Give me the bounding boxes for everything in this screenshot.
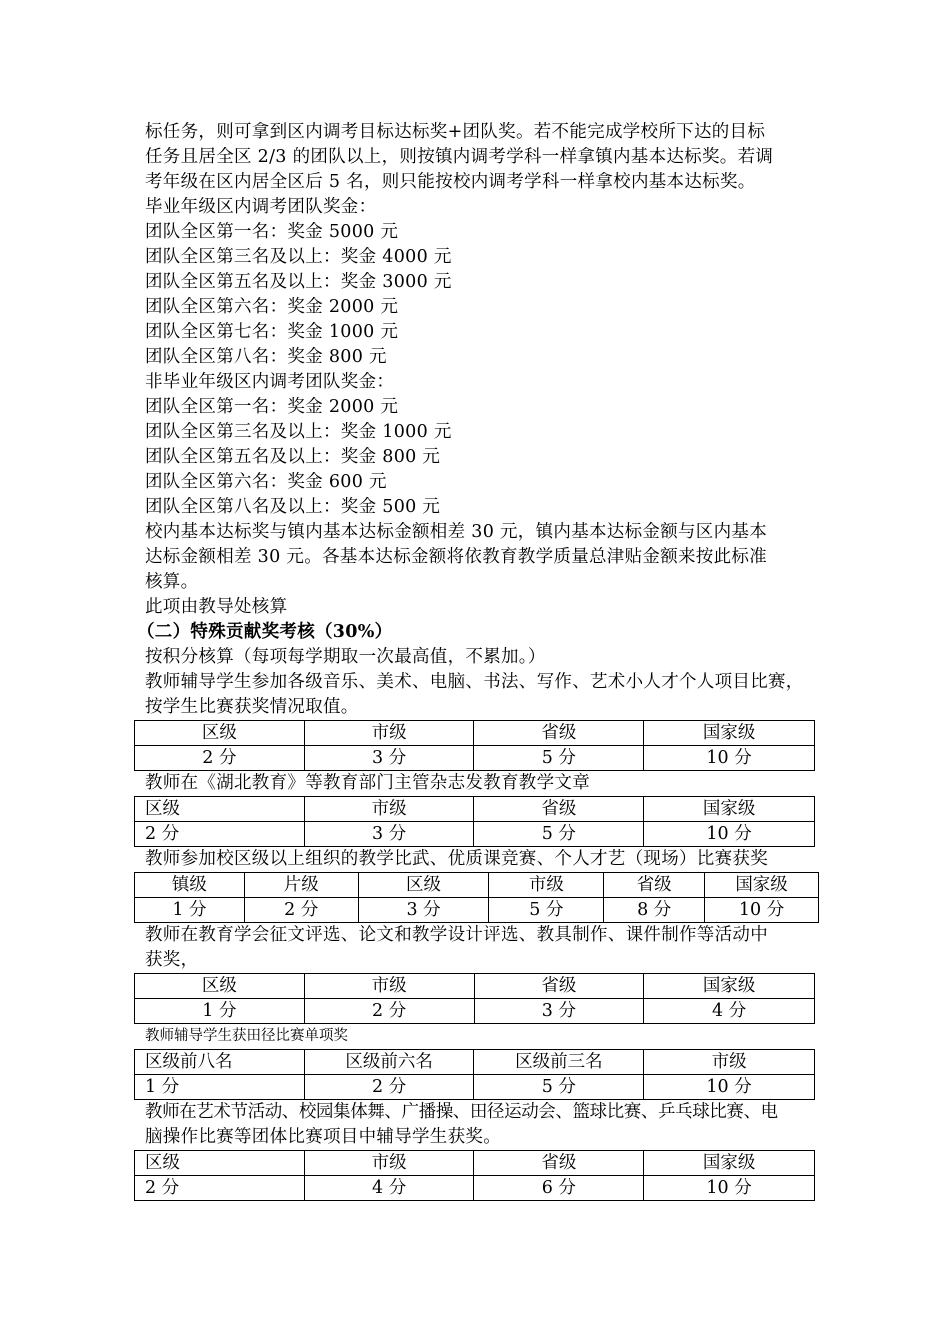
text-line: 按学生比赛获奖情况取值。 xyxy=(145,697,359,717)
block6-description xyxy=(145,1100,815,1150)
block3-table xyxy=(134,872,819,923)
table-header-cell: 区级 xyxy=(358,873,489,898)
block5-table xyxy=(134,1049,815,1100)
block1-description xyxy=(145,670,815,720)
table-cell: 4 分 xyxy=(304,1176,474,1201)
table-cell: 10 分 xyxy=(644,1176,815,1201)
table-header-row xyxy=(135,1050,815,1075)
table-header-row xyxy=(135,797,815,822)
table-header-cell: 国家级 xyxy=(644,797,815,822)
text-line: 任务且居全区 2/3 的团队以上，则按镇内调考学科一样拿镇内基本达标奖。若调 xyxy=(145,147,774,167)
table-header-row xyxy=(135,1151,815,1176)
table-cell: 3 分 xyxy=(358,898,489,923)
table-header-cell: 国家级 xyxy=(644,1151,815,1176)
graduating-heading: 毕业年级区内调考团队奖金： xyxy=(145,197,377,217)
table-cell: 2 分 xyxy=(135,746,305,771)
table-cell: 2 分 xyxy=(135,1176,305,1201)
table-header-cell: 市级 xyxy=(304,797,474,822)
table-cell: 3 分 xyxy=(304,822,474,847)
non-graduating-item: 团队全区第五名及以上：奖金 800 元 xyxy=(145,447,441,467)
table-header-cell: 省级 xyxy=(474,974,644,999)
table-header-cell: 区级前八名 xyxy=(135,1050,305,1075)
graduating-item: 团队全区第一名：奖金 5000 元 xyxy=(145,222,399,242)
table-header-cell: 省级 xyxy=(474,797,644,822)
table-cell: 10 分 xyxy=(705,898,819,923)
table-cell: 5 分 xyxy=(474,1075,644,1100)
document-page xyxy=(137,120,815,1201)
graduating-item: 团队全区第八名：奖金 800 元 xyxy=(145,347,387,367)
block4-description xyxy=(145,923,815,973)
non-graduating-item: 团队全区第一名：奖金 2000 元 xyxy=(145,397,399,417)
text-line: 考年级在区内居全区后 5 名，则只能按校内调考学科一样拿校内基本达标奖。 xyxy=(145,172,756,192)
graduating-item: 团队全区第七名：奖金 1000 元 xyxy=(145,322,399,342)
scoring-note: 按积分核算（每项每学期取一次最高值，不累加。） xyxy=(145,647,546,667)
text-line: 达标金额相差 30 元。各基本达标金额将依教育教学质量总津贴金额来按此标准 xyxy=(145,547,767,567)
table-cell: 10 分 xyxy=(644,1075,815,1100)
table-header-cell: 市级 xyxy=(304,974,474,999)
table-header-cell: 省级 xyxy=(474,721,644,746)
table-cell: 1 分 xyxy=(135,999,305,1024)
table-header-row xyxy=(135,721,815,746)
non-graduating-item: 团队全区第三名及以上：奖金 1000 元 xyxy=(145,422,452,442)
block6-table xyxy=(134,1150,815,1201)
block3-description: 教师参加校区级以上组织的教学比武、优质课竞赛、个人才艺（现场）比赛获奖 xyxy=(145,849,768,869)
table-header-row xyxy=(135,873,819,898)
graduating-item: 团队全区第五名及以上：奖金 3000 元 xyxy=(145,272,452,292)
table-header-cell: 市级 xyxy=(304,1151,474,1176)
table-header-cell: 片级 xyxy=(244,873,358,898)
table-cell: 4 分 xyxy=(644,999,815,1024)
table-cell: 5 分 xyxy=(489,898,604,923)
block5-description: 教师辅导学生获田径比赛单项奖 xyxy=(145,1028,348,1044)
table-row xyxy=(135,1075,815,1100)
block2-description: 教师在《湖北教育》等教育部门主管杂志发教育教学文章 xyxy=(145,773,590,793)
table-header-cell: 国家级 xyxy=(644,974,815,999)
text-line: 核算。 xyxy=(145,572,199,592)
table-row xyxy=(135,999,815,1024)
block4-table xyxy=(134,973,815,1024)
table-cell: 5 分 xyxy=(474,746,644,771)
text-line: 教师辅导学生参加各级音乐、美术、电脑、书法、写作、艺术小人才个人项目比赛， xyxy=(145,672,804,692)
table-row xyxy=(135,822,815,847)
table-cell: 3 分 xyxy=(474,999,644,1024)
table-cell: 1 分 xyxy=(135,1075,305,1100)
table-header-cell: 市级 xyxy=(304,721,474,746)
table-header-cell: 市级 xyxy=(489,873,604,898)
table-cell: 6 分 xyxy=(474,1176,644,1201)
table-header-cell: 区级 xyxy=(135,797,305,822)
table-header-cell: 区级前六名 xyxy=(304,1050,474,1075)
table-cell: 2 分 xyxy=(135,822,305,847)
text-line: 教师在教育学会征文评选、论文和教学设计评选、教具制作、课件制作等活动中 xyxy=(145,925,768,945)
table-header-cell: 省级 xyxy=(604,873,705,898)
table-cell: 3 分 xyxy=(304,746,474,771)
block2-table xyxy=(134,796,815,847)
table-cell: 5 分 xyxy=(474,822,644,847)
table-cell: 10 分 xyxy=(644,746,815,771)
text-line: 校内基本达标奖与镇内基本达标金额相差 30 元，镇内基本达标金额与区内基本 xyxy=(145,522,767,542)
block1-table xyxy=(134,720,815,771)
section-heading: （二）特殊贡献奖考核（30%） xyxy=(137,622,393,642)
table-cell: 2 分 xyxy=(304,999,474,1024)
graduating-item: 团队全区第三名及以上：奖金 4000 元 xyxy=(145,247,452,267)
table-row xyxy=(135,746,815,771)
table-header-row xyxy=(135,974,815,999)
text-line: 教师在艺术节活动、校园集体舞、广播操、田径运动会、篮球比赛、乒乓球比赛、电 xyxy=(145,1102,778,1122)
table-header-cell: 镇级 xyxy=(135,873,245,898)
accounting-note: 此项由教导处核算 xyxy=(145,597,288,617)
text-line: 脑操作比赛等团体比赛项目中辅导学生获奖。 xyxy=(145,1127,501,1147)
table-cell: 2 分 xyxy=(244,898,358,923)
non-graduating-item: 团队全区第八名及以上：奖金 500 元 xyxy=(145,497,441,517)
table-header-cell: 市级 xyxy=(644,1050,815,1075)
table-cell: 1 分 xyxy=(135,898,245,923)
table-header-cell: 区级前三名 xyxy=(474,1050,644,1075)
table-header-cell: 国家级 xyxy=(644,721,815,746)
table-row xyxy=(135,898,819,923)
table-header-cell: 省级 xyxy=(474,1151,644,1176)
table-cell: 10 分 xyxy=(644,822,815,847)
table-header-cell: 国家级 xyxy=(705,873,819,898)
text-line: 标任务，则可拿到区内调考目标达标奖+团队奖。若不能完成学校所下达的目标 xyxy=(145,122,766,142)
table-header-cell: 区级 xyxy=(135,974,305,999)
non-graduating-item: 团队全区第六名：奖金 600 元 xyxy=(145,472,387,492)
table-cell: 2 分 xyxy=(304,1075,474,1100)
graduating-item: 团队全区第六名：奖金 2000 元 xyxy=(145,297,399,317)
intro-paragraph xyxy=(145,120,815,195)
non-graduating-heading: 非毕业年级区内调考团队奖金： xyxy=(145,372,395,392)
table-header-cell: 区级 xyxy=(135,1151,305,1176)
difference-paragraph xyxy=(145,520,815,595)
table-header-cell: 区级 xyxy=(135,721,305,746)
table-cell: 8 分 xyxy=(604,898,705,923)
text-line: 获奖， xyxy=(145,950,199,970)
table-row xyxy=(135,1176,815,1201)
